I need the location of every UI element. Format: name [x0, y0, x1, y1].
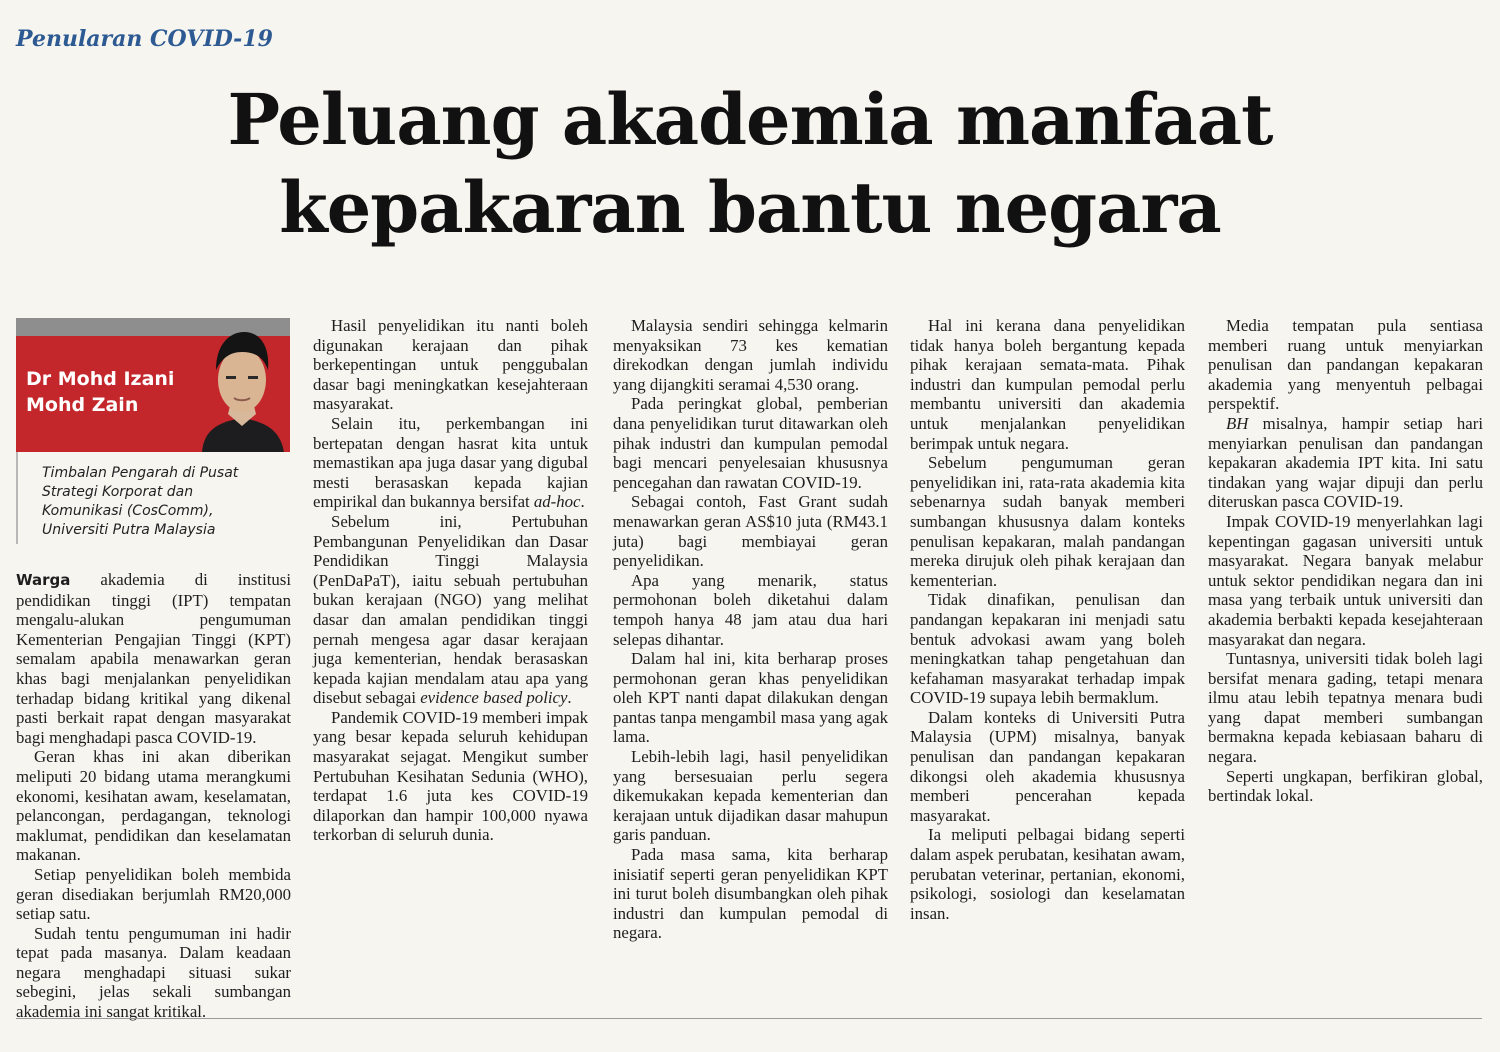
article-paragraph-23: Impak COVID-19 menyerlahkan lagi kepentingan gagasan universiti untuk masyarakat. Negara banyak melabur untuk sektor pendidikan negara dan ini masa yang terbaik untuk universiti dan akademia berbakti kepada kesejahteraan masyarakat dan negara. [1208, 511, 1483, 649]
article-paragraph-16: Hal ini kerana dana penyelidikan tidak hanya boleh bergantung kepada pihak kerajaan semata-mata. Pihak industri dan kumpulan pemodal perlu membantu universiti dan akademia untuk menjalankan penyelidikan berimpak untuk negara. [910, 316, 1185, 453]
author-portrait [194, 318, 290, 452]
article-column-1 [16, 570, 291, 1022]
section-label: Penularan COVID-19 [16, 26, 273, 52]
credential-line-1: Timbalan Pengarah di Pusat [42, 465, 239, 481]
article-column-3 [613, 316, 888, 943]
author-byline-box [16, 318, 290, 452]
bottom-divider [16, 1018, 1482, 1019]
article-paragraph-1: Warga akademia di institusi pendidikan tinggi (IPT) tempatan mengalu-alukan pengumuman Kementerian Pengajian Tinggi (KPT) semalam apabila menawarkan geran khas bagi menjalankan penyelidikan terhadap bidang kritikal yang dikenal pasti berkait rapat dengan masyarakat bagi menghadapi pasca COVID-19. [16, 570, 291, 747]
article-paragraph-21: Media tempatan pula sentiasa memberi ruang untuk menyiarkan penulisan dan pandangan kepakaran akademia yang menyentuh pelbagai perspektif. [1208, 316, 1483, 414]
article-paragraph-20: Ia meliputi pelbagai bidang seperti dalam aspek perubatan, kesihatan awam, perubatan veterinar, pertanian, ekonomi, psikologi, sosiologi dan keselamatan insan. [910, 825, 1185, 923]
article-paragraph-5: Hasil penyelidikan itu nanti boleh digunakan kerajaan dan pihak berkepentingan untuk penggubalan dasar bagi meningkatkan kesejahteraan masyarakat. [313, 316, 588, 414]
author-credentials [16, 452, 290, 544]
article-paragraph-18: Tidak dinafikan, penulisan dan pandangan kepakaran ini menjadi satu bentuk advokasi awam yang boleh meningkatkan tahap pengetahuan dan kefahaman masyarakat terhadap impak COVID-19 supaya lebih bermaklum. [910, 590, 1185, 708]
author-name-line-2: Mohd Zain [26, 394, 139, 416]
article-paragraph-8: Pandemik COVID-19 memberi impak yang besar kepada seluruh kehidupan masyarakat sejagat. Mengikut sumber Pertubuhan Kesihatan Sedunia (WHO), terdapat 1.6 juta kes COVID-19 dilaporkan dan hampir 100,000 nyawa terkorban di seluruh dunia. [313, 707, 588, 845]
credential-line-3: Komunikasi (CosComm), [42, 503, 214, 519]
article-paragraph-14: Lebih-lebih lagi, hasil penyelidikan yang bersesuaian perlu segera dikemukakan kepada kementerian dan kerajaan untuk dijadikan dasar mahupun garis panduan. [613, 747, 888, 845]
headline-line-2: kepakaran bantu negara [279, 166, 1221, 249]
article-paragraph-13: Dalam hal ini, kita berharap proses permohonan geran khas penyelidikan oleh KPT nanti dapat dilakukan dengan pantas tanpa mengambil masa yang agak lama. [613, 649, 888, 747]
headline [0, 76, 1500, 252]
article-paragraph-4: Sudah tentu pengumuman ini hadir tepat pada masanya. Dalam keadaan negara menghadapi situasi sukar sebegini, jelas sekali sumbangan akademia ini sangat kritikal. [16, 923, 291, 1022]
article-paragraph-15: Pada masa sama, kita berharap inisiatif seperti geran penyelidikan KPT ini turut boleh disumbangkan oleh pihak industri dan kumpulan pemodal di negara. [613, 845, 888, 943]
article-paragraph-22: BH misalnya, hampir setiap hari menyiarkan penulisan dan pandangan kepakaran akademia IPT kita. Ini satu tindakan yang wajar dipuji dan perlu diteruskan pasca COVID-19. [1208, 413, 1483, 512]
credential-line-2: Strategi Korporat dan [42, 484, 194, 500]
article-paragraph-11: Sebagai contoh, Fast Grant sudah menawarkan geran AS$10 juta (RM43.1 juta) bagi membiayai geran penyelidikan. [613, 492, 888, 571]
article-paragraph-2: Geran khas ini akan diberikan meliputi 20 bidang utama merangkumi ekonomi, kesihatan awam, keselamatan, pelancongan, perdagangan, teknologi maklumat, pendidikan dan keselamatan makanan. [16, 747, 291, 865]
article-paragraph-24: Tuntasnya, universiti tidak boleh lagi bersifat menara gading, tetapi menara ilmu atau lebih tepatnya menara budi yang dapat memberi sumbangan bermakna kepada kebiasaan baharu di negara. [1208, 649, 1483, 767]
article-column-5 [1208, 316, 1483, 806]
article-paragraph-9: Malaysia sendiri sehingga kelmarin menyaksikan 73 kes kematian direkodkan dengan jumlah individu yang dijangkiti seramai 4,530 orang. [613, 316, 888, 394]
article-paragraph-3: Setiap penyelidikan boleh membida geran disediakan berjumlah RM20,000 setiap satu. [16, 864, 291, 924]
article-column-2 [313, 316, 588, 845]
author-name-line-1: Dr Mohd Izani [26, 368, 175, 390]
article-paragraph-12: Apa yang menarik, status permohonan boleh diketahui dalam tempoh hanya 48 jam atau dua hari selepas dihantar. [613, 570, 888, 649]
article-paragraph-17: Sebelum pengumuman geran penyelidikan ini, rata-rata akademia kita sebenarnya sudah banyak memberi sumbangan khususnya dalam konteks penulisan kepakaran, malah pandangan mereka dirujuk oleh pihak kerajaan dan kementerian. [910, 453, 1185, 590]
article-paragraph-25: Seperti ungkapan, berfikiran global, bertindak lokal. [1208, 766, 1483, 806]
article-column-4 [910, 316, 1185, 923]
author-name [26, 366, 174, 418]
credential-line-4: Universiti Putra Malaysia [42, 522, 216, 538]
article-paragraph-19: Dalam konteks di Universiti Putra Malaysia (UPM) misalnya, banyak penulisan dan pandangan kepakaran dikongsi oleh akademia khususnya memberi pencerahan kepada masyarakat. [910, 707, 1185, 825]
article-paragraph-10: Pada peringkat global, pemberian dana penyelidikan turut ditawarkan oleh pihak industri dan kumpulan pemodal bagi mencari penyelesaian khususnya pencegahan dan rawatan COVID-19. [613, 394, 888, 492]
lead-word: Warga [16, 571, 71, 589]
headline-line-1: Peluang akademia manfaat [227, 78, 1273, 161]
article-paragraph-6: Selain itu, perkembangan ini bertepatan dengan hasrat kita untuk memastikan apa juga dasar yang digubal mesti berasaskan kepada kajian empirikal dan bukannya bersifat ad-hoc. [313, 413, 588, 512]
article-paragraph-7: Sebelum ini, Pertubuhan Pembangunan Penyelidikan dan Dasar Pendidikan Tinggi Malaysia (PenDaPaT), iaitu sebuah pertubuhan bukan kerajaan (NGO) yang melihat dasar dan amalan pendidikan tinggi pernah mengesa agar dasar kerajaan juga kementerian, hendak berasaskan kepada kajian mendalam atau apa yang disebut sebagai evidence based policy. [313, 511, 588, 708]
